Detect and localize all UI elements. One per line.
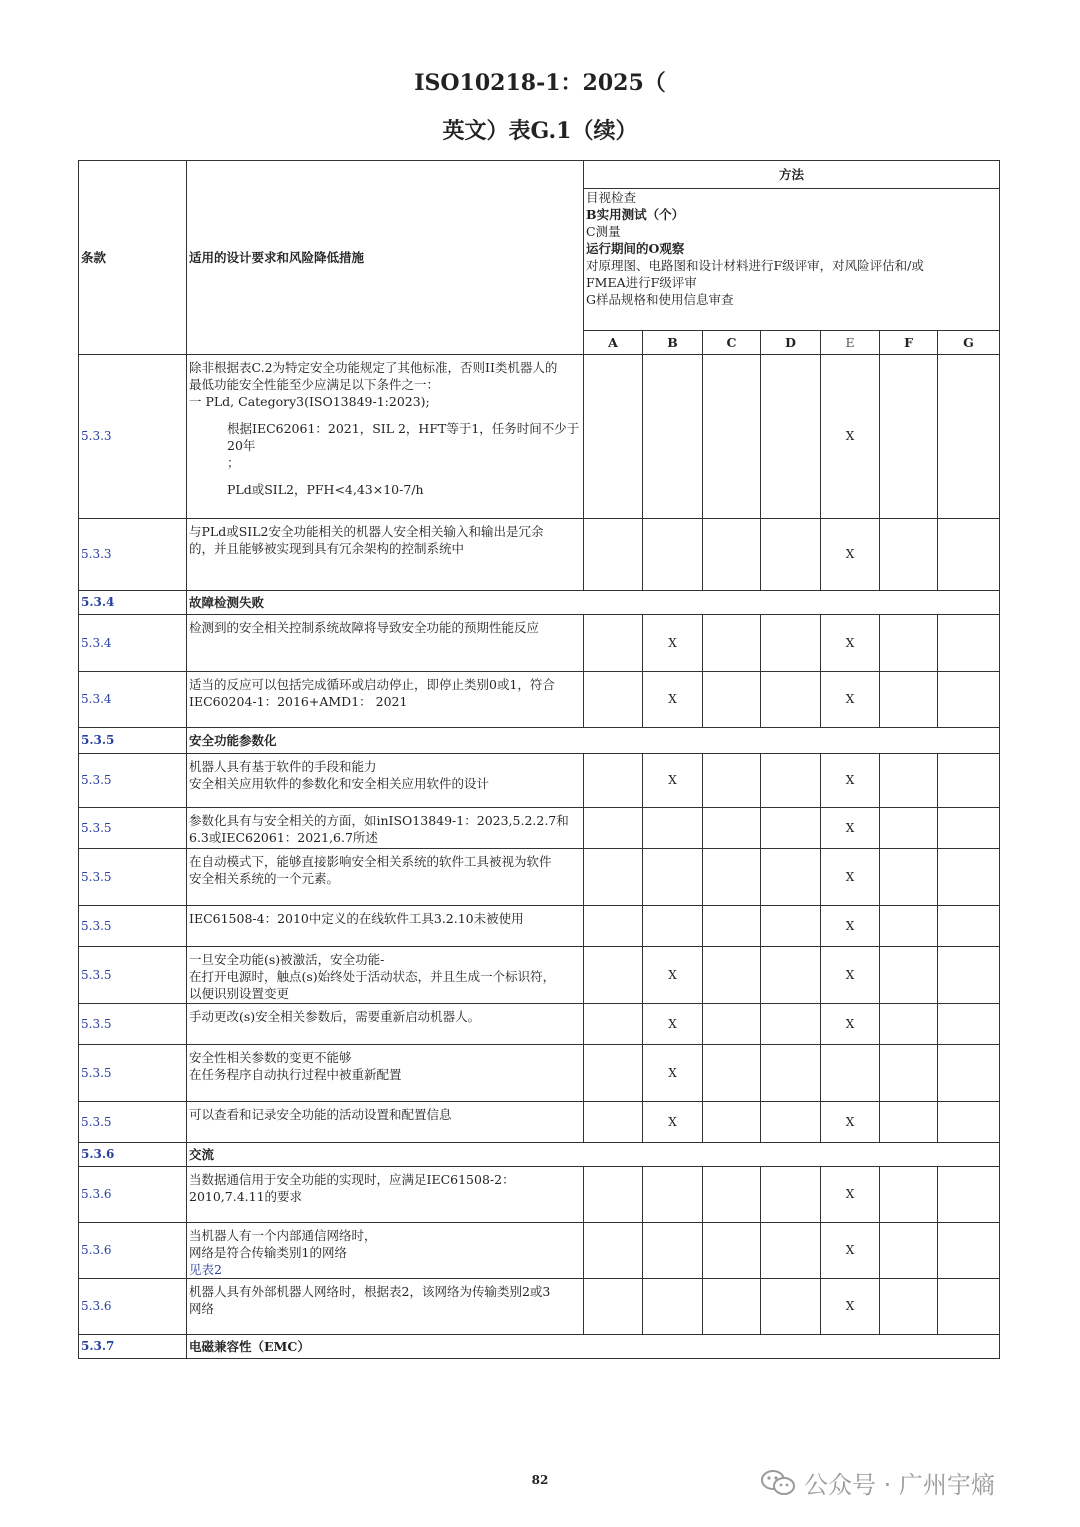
requirement-line: 与PLd或SIL2安全功能相关的机器人安全相关输入和输出是冗余 — [189, 524, 544, 539]
method-mark-b: X — [643, 1045, 703, 1102]
method-mark-a — [584, 849, 643, 906]
method-mark-a — [584, 1279, 643, 1335]
clause-number: 5.3.5 — [79, 728, 187, 754]
requirement-text — [187, 1223, 584, 1279]
method-column-e: E — [821, 331, 880, 355]
header-method: 方法 — [584, 161, 1000, 189]
requirement-text — [187, 672, 584, 728]
table-row — [79, 849, 1000, 906]
header-clause: 条款 — [79, 161, 187, 355]
method-mark-g — [938, 849, 1000, 906]
method-mark-a — [584, 1223, 643, 1279]
header-requirements: 适用的设计要求和风险降低措施 — [187, 161, 584, 355]
requirement-line: 在任务程序自动执行过程中被重新配置 — [189, 1067, 402, 1082]
method-mark-f — [880, 615, 938, 672]
method-mark-g — [938, 1279, 1000, 1335]
method-mark-b — [643, 1223, 703, 1279]
table-row — [79, 754, 1000, 808]
requirement-text — [187, 355, 584, 519]
method-mark-d — [761, 947, 821, 1004]
requirement-line — [189, 471, 581, 481]
requirement-line: 可以查看和记录安全功能的活动设置和配置信息 — [189, 1107, 452, 1122]
requirement-text — [187, 906, 584, 947]
requirement-text — [187, 754, 584, 808]
table-row — [79, 615, 1000, 672]
method-mark-c — [703, 906, 761, 947]
method-mark-e: X — [821, 947, 880, 1004]
clause-number: 5.3.6 — [79, 1279, 187, 1335]
requirement-line: 除非根据表C.2为特定安全功能规定了其他标准，否则II类机器人的 — [189, 360, 558, 375]
table-reference-link[interactable]: 见表2 — [189, 1262, 222, 1277]
requirement-line: 一 PLd, Category3(ISO13849-1:2023); — [189, 394, 430, 409]
method-mark-d — [761, 754, 821, 808]
method-mark-c — [703, 615, 761, 672]
method-mark-f — [880, 1045, 938, 1102]
table-row — [79, 1004, 1000, 1045]
method-mark-f — [880, 808, 938, 849]
requirement-text — [187, 1045, 584, 1102]
method-mark-b — [643, 519, 703, 591]
method-mark-a — [584, 1102, 643, 1143]
clause-number: 5.3.6 — [79, 1167, 187, 1223]
method-mark-d — [761, 906, 821, 947]
table-row — [79, 808, 1000, 849]
method-mark-f — [880, 672, 938, 728]
method-mark-a — [584, 1004, 643, 1045]
method-mark-d — [761, 672, 821, 728]
clause-number: 5.3.5 — [79, 1045, 187, 1102]
method-mark-g — [938, 808, 1000, 849]
method-mark-c — [703, 1102, 761, 1143]
requirement-line: 适当的反应可以包括完成循环或启动停止，即停止类别0或1，符合 — [189, 677, 555, 692]
method-legend-item: 对原理图、电路图和设计材料进行F级评审，对风险评估和/或 — [586, 258, 924, 273]
method-mark-d — [761, 1004, 821, 1045]
method-mark-g — [938, 1045, 1000, 1102]
method-mark-f — [880, 754, 938, 808]
section-row — [79, 1143, 1000, 1167]
method-mark-b: X — [643, 615, 703, 672]
method-mark-f — [880, 849, 938, 906]
method-mark-a — [584, 519, 643, 591]
clause-number: 5.3.5 — [79, 849, 187, 906]
method-mark-b — [643, 1279, 703, 1335]
requirement-line: 机器人具有外部机器人网络时，根据表2，该网络为传输类别2或3 — [189, 1284, 551, 1299]
table-row — [79, 672, 1000, 728]
method-column-f: F — [880, 331, 938, 355]
clause-number: 5.3.3 — [79, 355, 187, 519]
method-mark-a — [584, 615, 643, 672]
requirement-line: 安全相关系统的一个元素。 — [189, 871, 340, 886]
method-mark-e: X — [821, 906, 880, 947]
requirement-line: 当数据通信用于安全功能的实现时，应满足IEC61508-2： — [189, 1172, 515, 1187]
method-mark-f — [880, 1167, 938, 1223]
method-mark-e: X — [821, 808, 880, 849]
clause-number: 5.3.5 — [79, 906, 187, 947]
requirement-line: 的，并且能够被实现到具有冗余架构的控制系统中 — [189, 541, 465, 556]
section-title: 交流 — [187, 1143, 1000, 1167]
method-mark-g — [938, 355, 1000, 519]
method-mark-g — [938, 1167, 1000, 1223]
method-mark-a — [584, 355, 643, 519]
requirements-table — [78, 160, 1000, 1359]
method-mark-g — [938, 1223, 1000, 1279]
method-mark-a — [584, 672, 643, 728]
method-mark-c — [703, 1279, 761, 1335]
table-row — [79, 1167, 1000, 1223]
requirement-line: 网络是符合传输类别1的网络 — [189, 1245, 347, 1260]
table-row — [79, 1045, 1000, 1102]
method-mark-c — [703, 754, 761, 808]
method-legend-item: B实用测试（个） — [586, 207, 685, 222]
method-mark-f — [880, 1102, 938, 1143]
method-column-a: A — [584, 331, 643, 355]
watermark — [760, 1465, 995, 1500]
method-mark-e: X — [821, 1167, 880, 1223]
method-mark-b: X — [643, 947, 703, 1004]
method-mark-b — [643, 906, 703, 947]
method-mark-e: X — [821, 672, 880, 728]
method-column-g: G — [938, 331, 1000, 355]
requirement-line: 在自动模式下，能够直接影响安全相关系统的软件工具被视为软件 — [189, 854, 552, 869]
requirement-line: IEC60204-1：2016+AMD1： 2021 — [189, 694, 408, 709]
requirement-line: PLd或SIL2，PFH<4,43×10-7/h — [227, 482, 424, 497]
clause-number: 5.3.6 — [79, 1223, 187, 1279]
requirement-line: 手动更改(s)安全相关参数后，需要重新启动机器人。 — [189, 1009, 481, 1024]
table-row — [79, 1223, 1000, 1279]
requirement-line: 以便识别设置变更 — [189, 986, 290, 1001]
table-row — [79, 906, 1000, 947]
method-mark-f — [880, 1279, 938, 1335]
method-mark-f — [880, 355, 938, 519]
section-title: 安全功能参数化 — [187, 728, 1000, 754]
requirement-line: ； — [227, 455, 240, 470]
method-mark-e: X — [821, 1102, 880, 1143]
requirement-text — [187, 1279, 584, 1335]
method-mark-f — [880, 906, 938, 947]
method-mark-g — [938, 615, 1000, 672]
method-mark-d — [761, 519, 821, 591]
method-mark-c — [703, 1045, 761, 1102]
section-row — [79, 1335, 1000, 1359]
clause-number: 5.3.4 — [79, 591, 187, 615]
method-mark-e: X — [821, 615, 880, 672]
method-mark-g — [938, 672, 1000, 728]
requirement-line — [189, 410, 581, 420]
method-mark-b — [643, 849, 703, 906]
method-mark-f — [880, 1004, 938, 1045]
clause-number: 5.3.5 — [79, 808, 187, 849]
method-legend-item: C测量 — [586, 224, 621, 239]
requirement-line: 6.3或IEC62061：2021,6.7所述 — [189, 830, 378, 845]
method-mark-c — [703, 849, 761, 906]
method-mark-c — [703, 1167, 761, 1223]
method-mark-g — [938, 1102, 1000, 1143]
requirement-text — [187, 1004, 584, 1045]
method-legend-item: 运行期间的O观察 — [586, 241, 685, 256]
watermark-text: 公众号 · 广州宇熵 — [804, 1471, 995, 1499]
method-mark-d — [761, 1223, 821, 1279]
method-mark-a — [584, 1167, 643, 1223]
method-mark-e: X — [821, 519, 880, 591]
requirement-text — [187, 947, 584, 1004]
method-mark-d — [761, 808, 821, 849]
method-mark-g — [938, 754, 1000, 808]
method-mark-f — [880, 1223, 938, 1279]
method-mark-c — [703, 1004, 761, 1045]
method-mark-c — [703, 519, 761, 591]
method-mark-b — [643, 1167, 703, 1223]
method-legend-item: FMEA进行F级评审 — [586, 275, 697, 290]
document-subtitle: 英文）表G.1（续） — [442, 118, 638, 144]
method-mark-b: X — [643, 1102, 703, 1143]
page-number: 82 — [531, 1473, 549, 1487]
clause-number: 5.3.6 — [79, 1143, 187, 1167]
method-column-d: D — [761, 331, 821, 355]
section-row — [79, 591, 1000, 615]
method-mark-b: X — [643, 1004, 703, 1045]
method-mark-d — [761, 615, 821, 672]
clause-number: 5.3.4 — [79, 672, 187, 728]
requirement-text — [187, 808, 584, 849]
method-mark-a — [584, 754, 643, 808]
requirement-line: 机器人具有基于软件的手段和能力 — [189, 759, 377, 774]
clause-number: 5.3.5 — [79, 754, 187, 808]
section-title: 故障检测失败 — [187, 591, 1000, 615]
method-legend — [584, 189, 1000, 331]
method-mark-a — [584, 1045, 643, 1102]
method-mark-f — [880, 519, 938, 591]
table-row — [79, 1279, 1000, 1335]
method-mark-a — [584, 947, 643, 1004]
requirement-text — [187, 519, 584, 591]
method-column-c: C — [703, 331, 761, 355]
method-mark-e: X — [821, 355, 880, 519]
requirement-line: IEC61508-4：2010中定义的在线软件工具3.2.10未被使用 — [189, 911, 524, 926]
method-mark-f — [880, 947, 938, 1004]
clause-number: 5.3.3 — [79, 519, 187, 591]
method-column-b: B — [643, 331, 703, 355]
method-legend-item: 目视检查 — [586, 190, 637, 205]
method-mark-d — [761, 1279, 821, 1335]
method-mark-d — [761, 355, 821, 519]
table-row — [79, 355, 1000, 519]
requirement-line: 最低功能安全性能至少应满足以下条件之一： — [189, 377, 440, 392]
method-mark-a — [584, 906, 643, 947]
method-mark-g — [938, 1004, 1000, 1045]
method-mark-b: X — [643, 754, 703, 808]
table-row — [79, 947, 1000, 1004]
requirement-line: 2010,7.4.11的要求 — [189, 1189, 303, 1204]
requirement-text — [187, 849, 584, 906]
requirement-line: 当机器人有一个内部通信网络时， — [189, 1228, 377, 1243]
requirement-text — [187, 1102, 584, 1143]
method-mark-d — [761, 1167, 821, 1223]
method-legend-item: G样品规格和使用信息审查 — [586, 292, 734, 307]
method-mark-e: X — [821, 1004, 880, 1045]
requirement-line: 参数化具有与安全相关的方面，如inISO13849-1：2023,5.2.2.7和 — [189, 813, 569, 828]
table-row — [79, 1102, 1000, 1143]
requirement-line: 根据IEC62061：2021，SIL 2，HFT等于1，任务时间不少于20年 — [227, 421, 580, 453]
requirement-text — [187, 1167, 584, 1223]
method-mark-c — [703, 1223, 761, 1279]
method-mark-g — [938, 519, 1000, 591]
clause-number: 5.3.4 — [79, 615, 187, 672]
method-mark-c — [703, 947, 761, 1004]
requirement-line: 检测到的安全相关控制系统故障将导致安全功能的预期性能反应 — [189, 620, 540, 635]
section-title: 电磁兼容性（EMC） — [187, 1335, 1000, 1359]
requirement-line: 安全性相关参数的变更不能够 — [189, 1050, 352, 1065]
wechat-icon — [760, 1468, 796, 1498]
method-mark-d — [761, 1102, 821, 1143]
method-mark-b: X — [643, 672, 703, 728]
clause-number: 5.3.5 — [79, 1102, 187, 1143]
method-mark-e: X — [821, 1279, 880, 1335]
method-mark-e: X — [821, 754, 880, 808]
method-mark-a — [584, 808, 643, 849]
method-mark-d — [761, 1045, 821, 1102]
method-mark-e — [821, 1045, 880, 1102]
requirement-line: 网络 — [189, 1301, 215, 1316]
requirement-text — [187, 615, 584, 672]
method-mark-b — [643, 808, 703, 849]
document-title: ISO10218-1：2025（ — [414, 70, 666, 96]
method-mark-g — [938, 947, 1000, 1004]
method-mark-c — [703, 355, 761, 519]
method-mark-e: X — [821, 849, 880, 906]
method-mark-b — [643, 355, 703, 519]
section-row — [79, 728, 1000, 754]
clause-number: 5.3.5 — [79, 1004, 187, 1045]
requirement-line: 在打开电源时，触点(s)始终处于活动状态，并且生成一个标识符， — [189, 969, 556, 984]
method-mark-g — [938, 906, 1000, 947]
clause-number: 5.3.7 — [79, 1335, 187, 1359]
method-mark-c — [703, 672, 761, 728]
method-mark-e: X — [821, 1223, 880, 1279]
clause-number: 5.3.5 — [79, 947, 187, 1004]
method-mark-c — [703, 808, 761, 849]
requirement-line: 一旦安全功能(s)被激活，安全功能- — [189, 952, 385, 967]
method-mark-d — [761, 849, 821, 906]
table-row — [79, 519, 1000, 591]
requirement-line: 安全相关应用软件的参数化和安全相关应用软件的设计 — [189, 776, 490, 791]
